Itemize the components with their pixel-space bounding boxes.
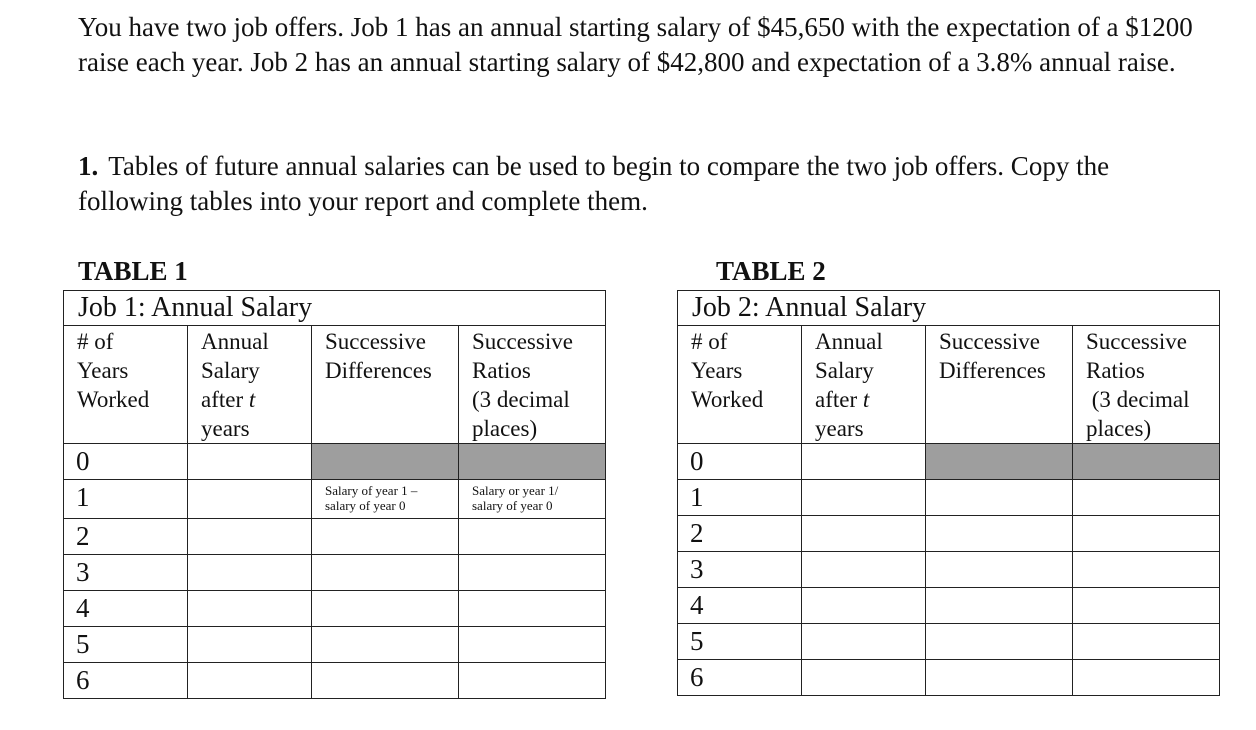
table-row xyxy=(678,552,1220,588)
year-cell: 3 xyxy=(678,552,802,588)
year-cell: 6 xyxy=(678,660,802,696)
year-cell: 5 xyxy=(678,624,802,660)
ratio-cell[interactable] xyxy=(1073,552,1220,588)
salary-cell[interactable] xyxy=(188,627,312,663)
table-2-title: Job 2: Annual Salary xyxy=(678,291,1220,326)
salary-cell[interactable] xyxy=(802,480,926,516)
difference-cell[interactable] xyxy=(926,516,1073,552)
difference-cell-shaded xyxy=(926,444,1073,480)
table-row xyxy=(678,516,1220,552)
ratio-cell[interactable] xyxy=(459,555,606,591)
ratio-cell[interactable] xyxy=(459,591,606,627)
table-2 xyxy=(677,290,1220,696)
salary-cell[interactable] xyxy=(188,555,312,591)
table-1-label: TABLE 1 xyxy=(78,256,188,286)
difference-cell[interactable] xyxy=(926,660,1073,696)
table-row xyxy=(678,660,1220,696)
difference-cell[interactable] xyxy=(312,555,459,591)
salary-cell[interactable] xyxy=(802,588,926,624)
header-successive-differences: Successive Differences xyxy=(312,326,459,444)
ratio-cell[interactable] xyxy=(459,627,606,663)
table-1 xyxy=(63,290,606,699)
year-cell: 4 xyxy=(64,591,188,627)
ratio-cell-shaded xyxy=(1073,444,1220,480)
table-row xyxy=(678,444,1220,480)
salary-cell[interactable] xyxy=(802,516,926,552)
salary-cell[interactable] xyxy=(188,663,312,699)
salary-cell[interactable] xyxy=(188,444,312,480)
difference-cell-note[interactable]: Salary of year 1 – salary of year 0 xyxy=(312,480,459,519)
table-row xyxy=(64,627,606,663)
header-successive-ratios: Successive Ratios (3 decimal places) xyxy=(459,326,606,444)
year-cell: 6 xyxy=(64,663,188,699)
header-annual-salary: Annual Salary after t years xyxy=(188,326,312,444)
header-successive-differences: Successive Differences xyxy=(926,326,1073,444)
ratio-cell[interactable] xyxy=(1073,660,1220,696)
difference-cell[interactable] xyxy=(926,552,1073,588)
year-cell: 3 xyxy=(64,555,188,591)
ratio-cell[interactable] xyxy=(459,663,606,699)
table-1-title: Job 1: Annual Salary xyxy=(64,291,606,326)
header-years-worked: # of Years Worked xyxy=(678,326,802,444)
difference-cell[interactable] xyxy=(312,627,459,663)
table-row xyxy=(678,480,1220,516)
ratio-cell-shaded xyxy=(459,444,606,480)
year-cell: 0 xyxy=(678,444,802,480)
year-cell: 1 xyxy=(64,480,188,519)
table-row xyxy=(64,444,606,480)
intro-paragraph: You have two job offers. Job 1 has an annual starting salary of $45,650 with the expectation of a $1200 raise each year. Job 2 has an annual starting salary of $42,800 and expectation of a 3.8% annual raise. xyxy=(78,12,1193,77)
salary-cell[interactable] xyxy=(802,660,926,696)
table-row xyxy=(678,624,1220,660)
table-row xyxy=(64,519,606,555)
salary-cell[interactable] xyxy=(802,624,926,660)
table-2-label: TABLE 2 xyxy=(716,256,826,286)
question-number: 1. xyxy=(78,151,99,181)
question-text: Tables of future annual salaries can be used to begin to compare the two job offers. Copy the following tables into your report and complete them. xyxy=(78,151,1110,216)
difference-cell[interactable] xyxy=(312,519,459,555)
difference-cell[interactable] xyxy=(312,591,459,627)
ratio-cell[interactable] xyxy=(459,519,606,555)
ratio-cell[interactable] xyxy=(1073,480,1220,516)
table-row xyxy=(678,588,1220,624)
ratio-cell[interactable] xyxy=(1073,516,1220,552)
salary-cell[interactable] xyxy=(802,552,926,588)
table-row xyxy=(64,480,606,519)
ratio-cell-note[interactable]: Salary or year 1/ salary of year 0 xyxy=(459,480,606,519)
salary-cell[interactable] xyxy=(802,444,926,480)
year-cell: 5 xyxy=(64,627,188,663)
salary-cell[interactable] xyxy=(188,519,312,555)
question-1 xyxy=(78,149,1198,219)
salary-cell[interactable] xyxy=(188,480,312,519)
difference-cell[interactable] xyxy=(926,624,1073,660)
year-cell: 2 xyxy=(64,519,188,555)
year-cell: 0 xyxy=(64,444,188,480)
difference-cell[interactable] xyxy=(312,663,459,699)
table-row xyxy=(64,591,606,627)
year-cell: 2 xyxy=(678,516,802,552)
difference-cell[interactable] xyxy=(926,588,1073,624)
header-years-worked: # of Years Worked xyxy=(64,326,188,444)
table-row xyxy=(64,663,606,699)
table-row xyxy=(64,555,606,591)
header-successive-ratios: Successive Ratios (3 decimal places) xyxy=(1073,326,1220,444)
year-cell: 4 xyxy=(678,588,802,624)
difference-cell-shaded xyxy=(312,444,459,480)
header-annual-salary: Annual Salary after t years xyxy=(802,326,926,444)
ratio-cell[interactable] xyxy=(1073,624,1220,660)
year-cell: 1 xyxy=(678,480,802,516)
salary-cell[interactable] xyxy=(188,591,312,627)
ratio-cell[interactable] xyxy=(1073,588,1220,624)
difference-cell[interactable] xyxy=(926,480,1073,516)
